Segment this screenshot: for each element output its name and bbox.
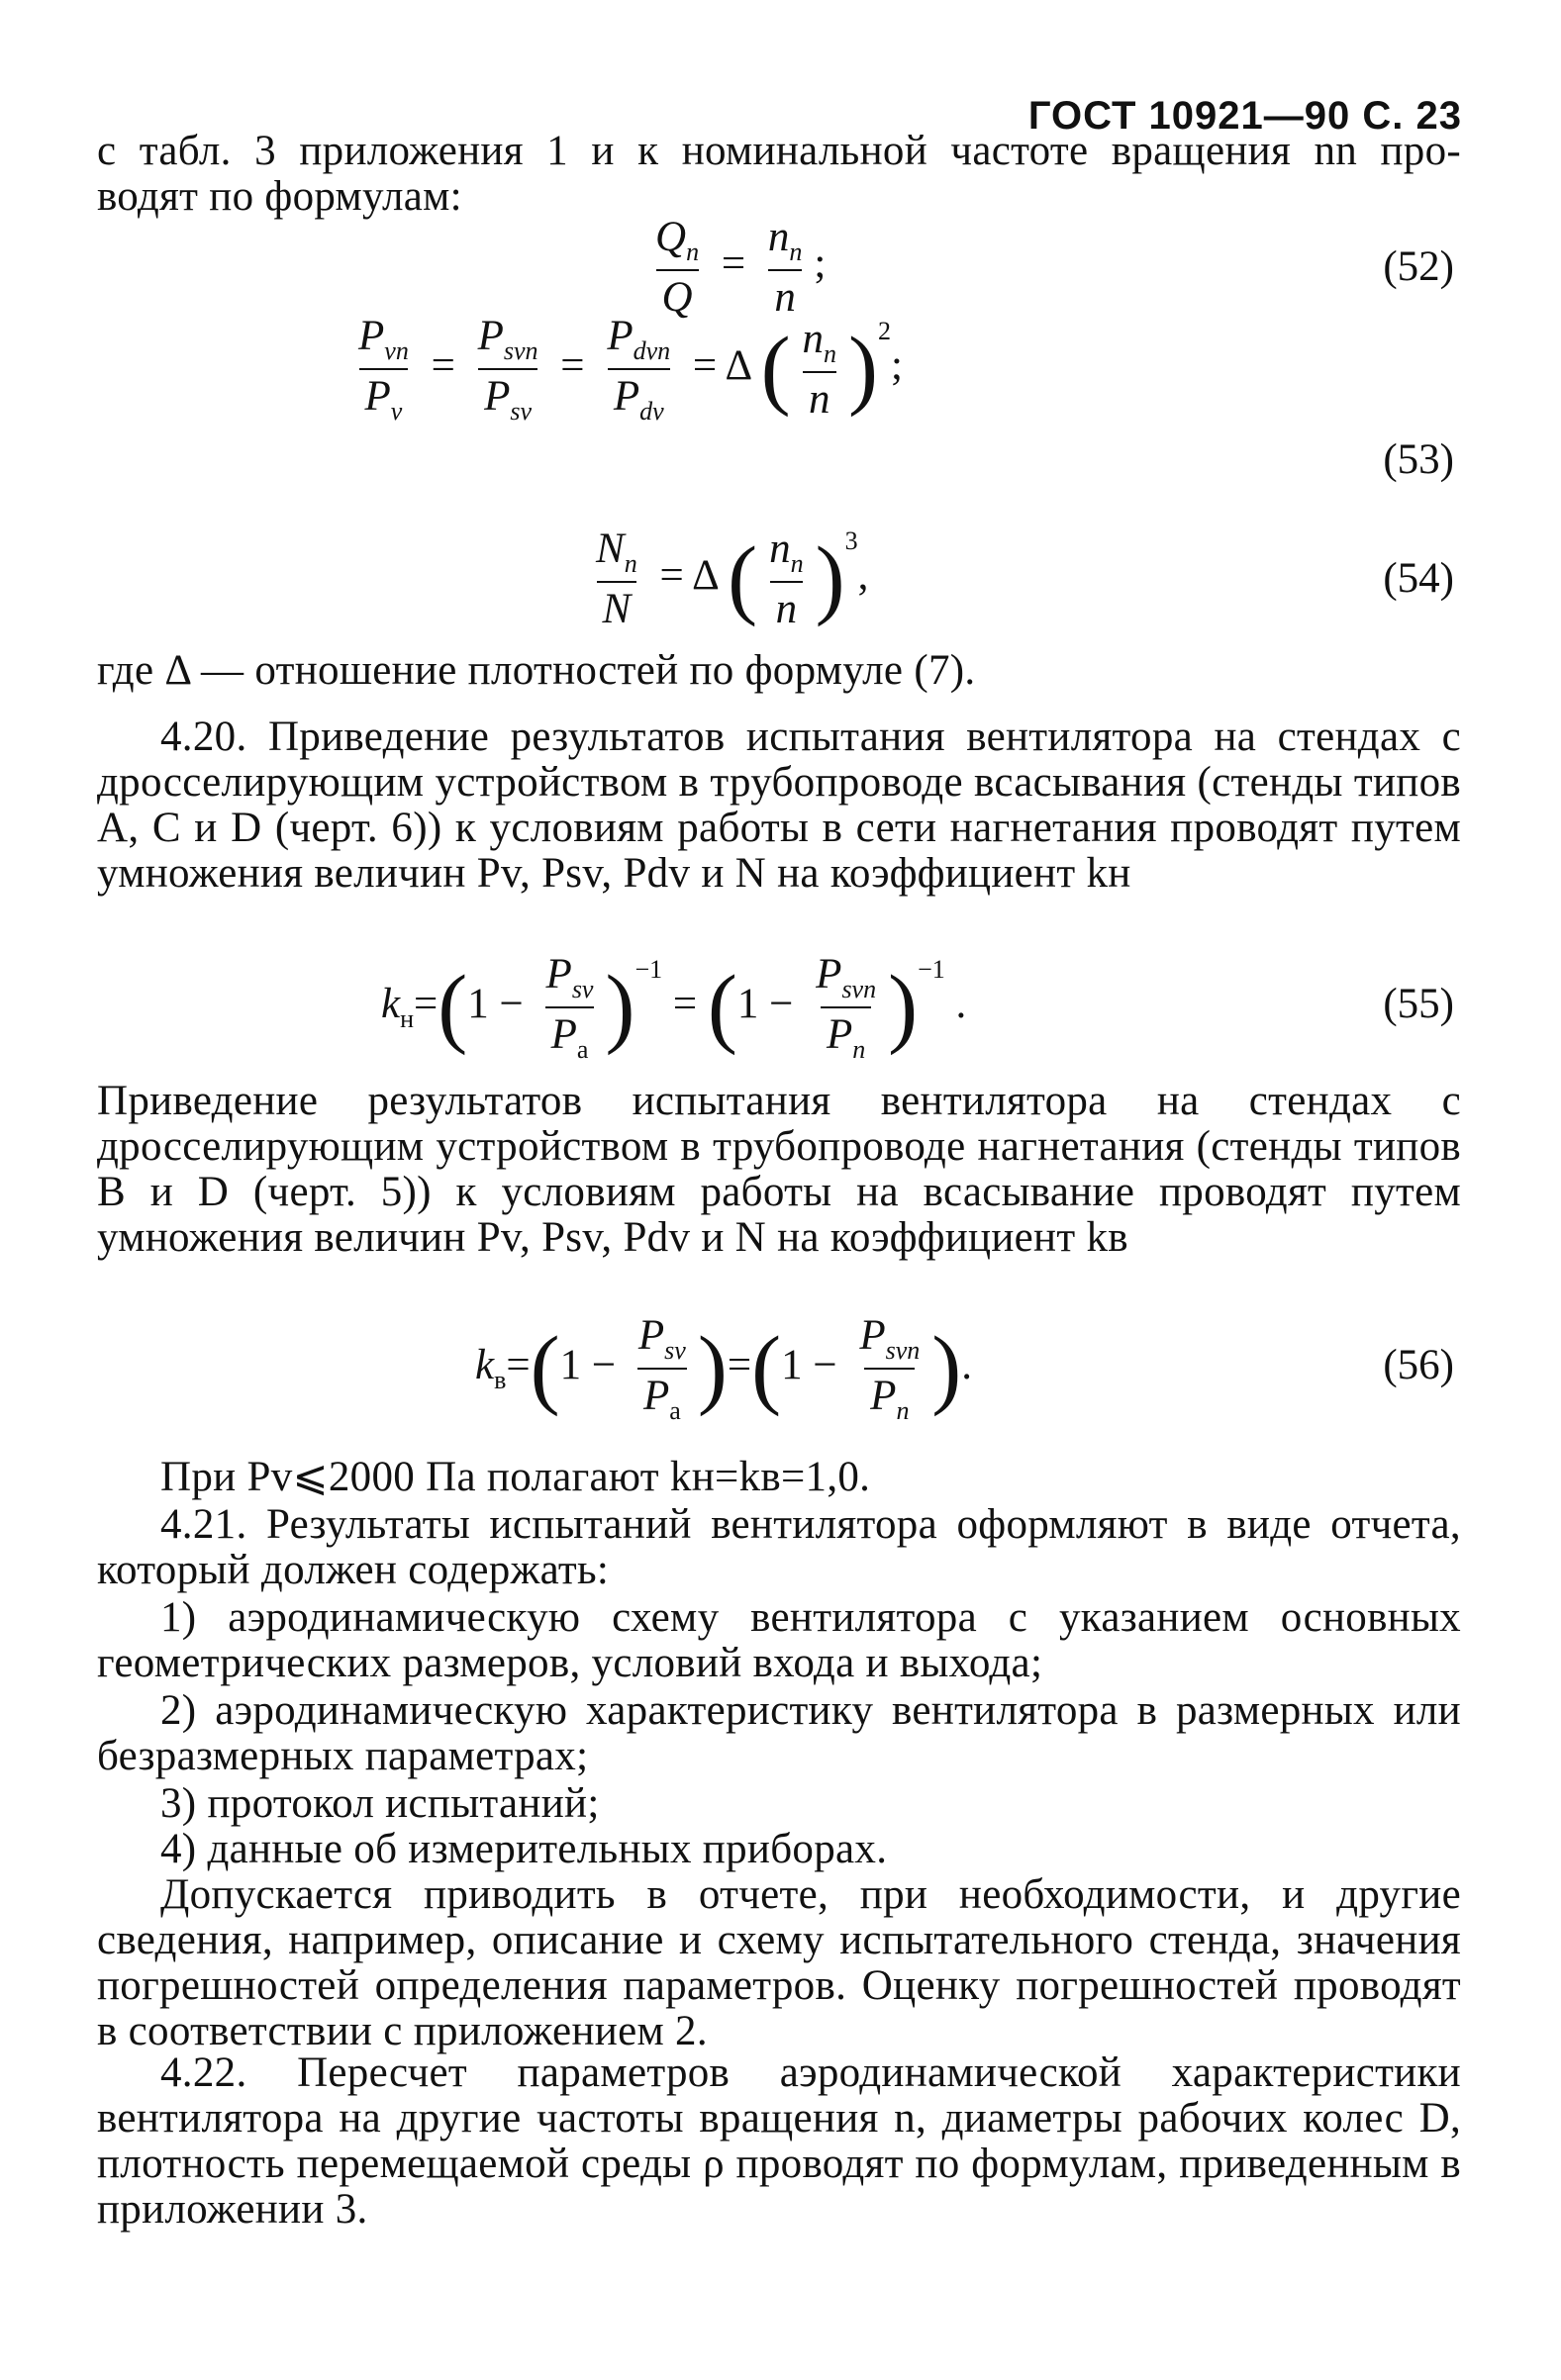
paragraph-injection: Приведение результатов испытания вентилятора на стендах с дросселирующим устройством в трубопроводе нагнетания (стенды типов В и D (черт. 5)) к условиям работы на всасывание проводят путем умножения величин Pv, Psv, Pdv и N на коэффициент kв [97,1078,1461,1261]
paragraph-condition: При Pv⩽2000 Па полагают kн=kв=1,0. [160,1454,871,1500]
eq-number-55: (55) [1383,981,1454,1027]
eq-number-54: (54) [1383,555,1454,602]
eq-number-53: (53) [1383,436,1454,483]
formula-56: $k_в=(1$ − $\frac{P_{sv}}{P_а}$ )=(1 − $\frac{P_{svn}}{P_n}$ ). [475,1312,973,1425]
eq-number-52: (52) [1383,243,1454,290]
paragraph-4-20: 4.20. Приведение результатов испытания вентилятора на стендах с дросселирующим устройством в трубопроводе всасывания (стенды типов А, С и D (черт. 6)) к условиям работы в сети нагнетания проводят путем умножения величин Pv, Psv, Pdv и N на коэффициент kн [97,714,1461,897]
paragraph-allowed: Допускается приводить в отчете, при необходимости, и другие сведения, например, описание и схему испытательного стенда, значения погрешностей определения параметров. Оценку погрешностей проводят в соответствии с приложением 2. [97,1871,1461,2054]
intro-line-1: с табл. 3 приложения 1 и к номинальной частоте вращения nn про- [97,128,1461,174]
list-item-3: 3) протокол испытаний; [160,1780,600,1827]
paragraph-4-21: 4.21. Результаты испытаний вентилятора оформляют в виде отчета, который должен содержать: [97,1501,1461,1593]
eq-number-56: (56) [1383,1342,1454,1388]
formula-54: $\frac{N_n}{N}$ = Δ ( $\frac{n_n}{n}$ )$^3$, [596,525,869,632]
formula-55: $k_н=(1$ − $\frac{P_{sv}}{P_а}$ )$^{-1}$ = (1 − $\frac{P_{svn}}{P_n}$ )$^{-1}$ . [381,951,967,1064]
list-item-1: 1) аэродинамическую схему вентилятора с указанием основных геометрических размеров, условий входа и выхода; [97,1594,1461,1686]
formula-52: $\frac{Q_n}{Q}$ = $\frac{n_n}{n}$ ; [655,214,827,321]
intro-line-2: водят по формулам: [97,173,462,220]
paragraph-4-22: 4.22. Пересчет параметров аэродинамической характеристики вентилятора на другие частоты вращения n, диаметры рабочих колес D, плотность перемещаемой среды ρ проводят по формулам, приведенным в приложении 3. [97,2049,1461,2233]
formula-53: $\frac{P_{vn}}{P_v}$ = $\frac{P_{svn}}{P_{sv}}$ = $\frac{P_{dvn}}{P_{dv}}$ = Δ ( $\frac{n_n}{n}$ )$^2$; [358,313,903,426]
page-header: ГОСТ 10921—90 С. 23 [1027,94,1462,138]
list-item-4: 4) данные об измерительных приборах. [160,1826,888,1872]
list-item-2: 2) аэродинамическую характеристику вентилятора в размерных или безразмерных параметрах; [97,1687,1461,1779]
where-line: где Δ — отношение плотностей по формуле (7). [97,647,976,694]
